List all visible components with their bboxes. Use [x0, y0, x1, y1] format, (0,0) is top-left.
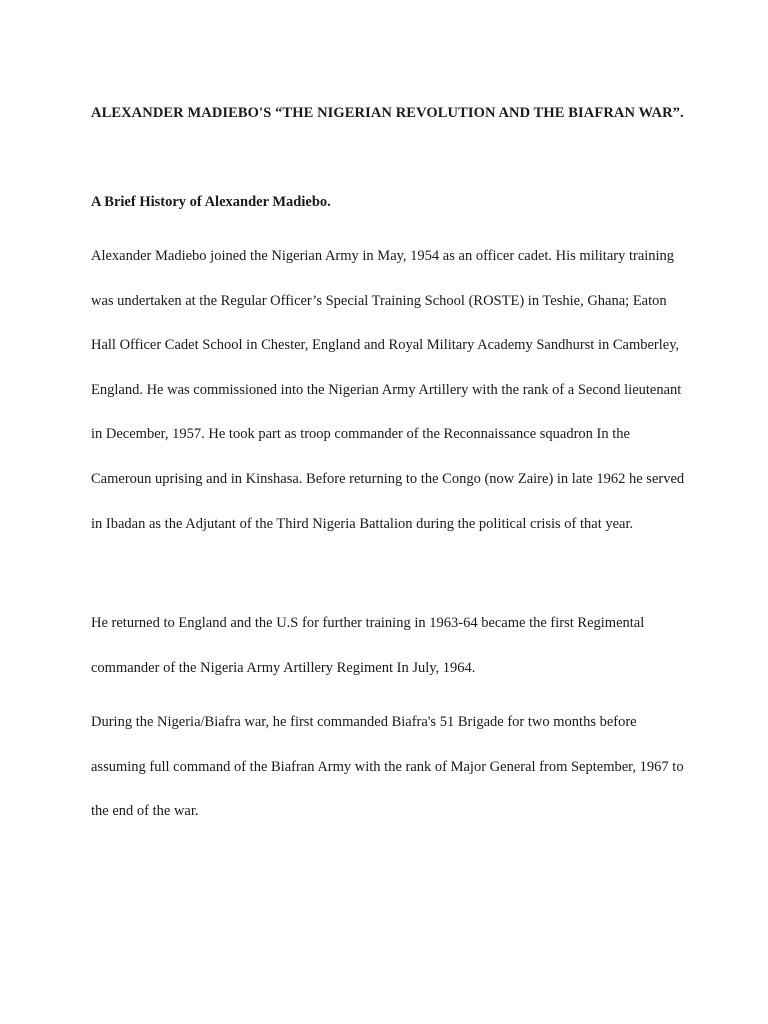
document-title: ALEXANDER MADIEBO'S “THE NIGERIAN REVOLUTION AND THE BIAFRAN WAR”.	[91, 105, 684, 121]
paragraph-war-command: During the Nigeria/Biafra war, he first commanded Biafra's 51 Brigade for two months before assuming full command of the Biafran Army with the rank of Major General from September, 1967 to the end of the war.	[91, 714, 684, 820]
section-heading: A Brief History of Alexander Madiebo.	[91, 194, 331, 210]
paragraph-further-training: He returned to England and the U.S for further training in 1963-64 became the first Regimental commander of the Nigeria Army Artillery Regiment In July, 1964.	[91, 615, 645, 676]
paragraph-early-career: Alexander Madiebo joined the Nigerian Army in May, 1954 as an officer cadet. His military training was undertaken at the Regular Officer’s Special Training School (ROSTE) in Teshie, Ghana; Eaton Hall Officer Cadet School in Chester, England and Royal Military Academy Sandhurst in Camberley, England. He was commissioned into the Nigerian Army Artillery with the rank of a Second lieutenant in December, 1957. He took part as troop commander of the Reconnaissance squadron In the Cameroun uprising and in Kinshasa. Before returning to the Congo (now Zaire) in late 1962 he served in Ibadan as the Adjutant of the Third Nigeria Battalion during the political crisis of that year.	[91, 248, 685, 532]
